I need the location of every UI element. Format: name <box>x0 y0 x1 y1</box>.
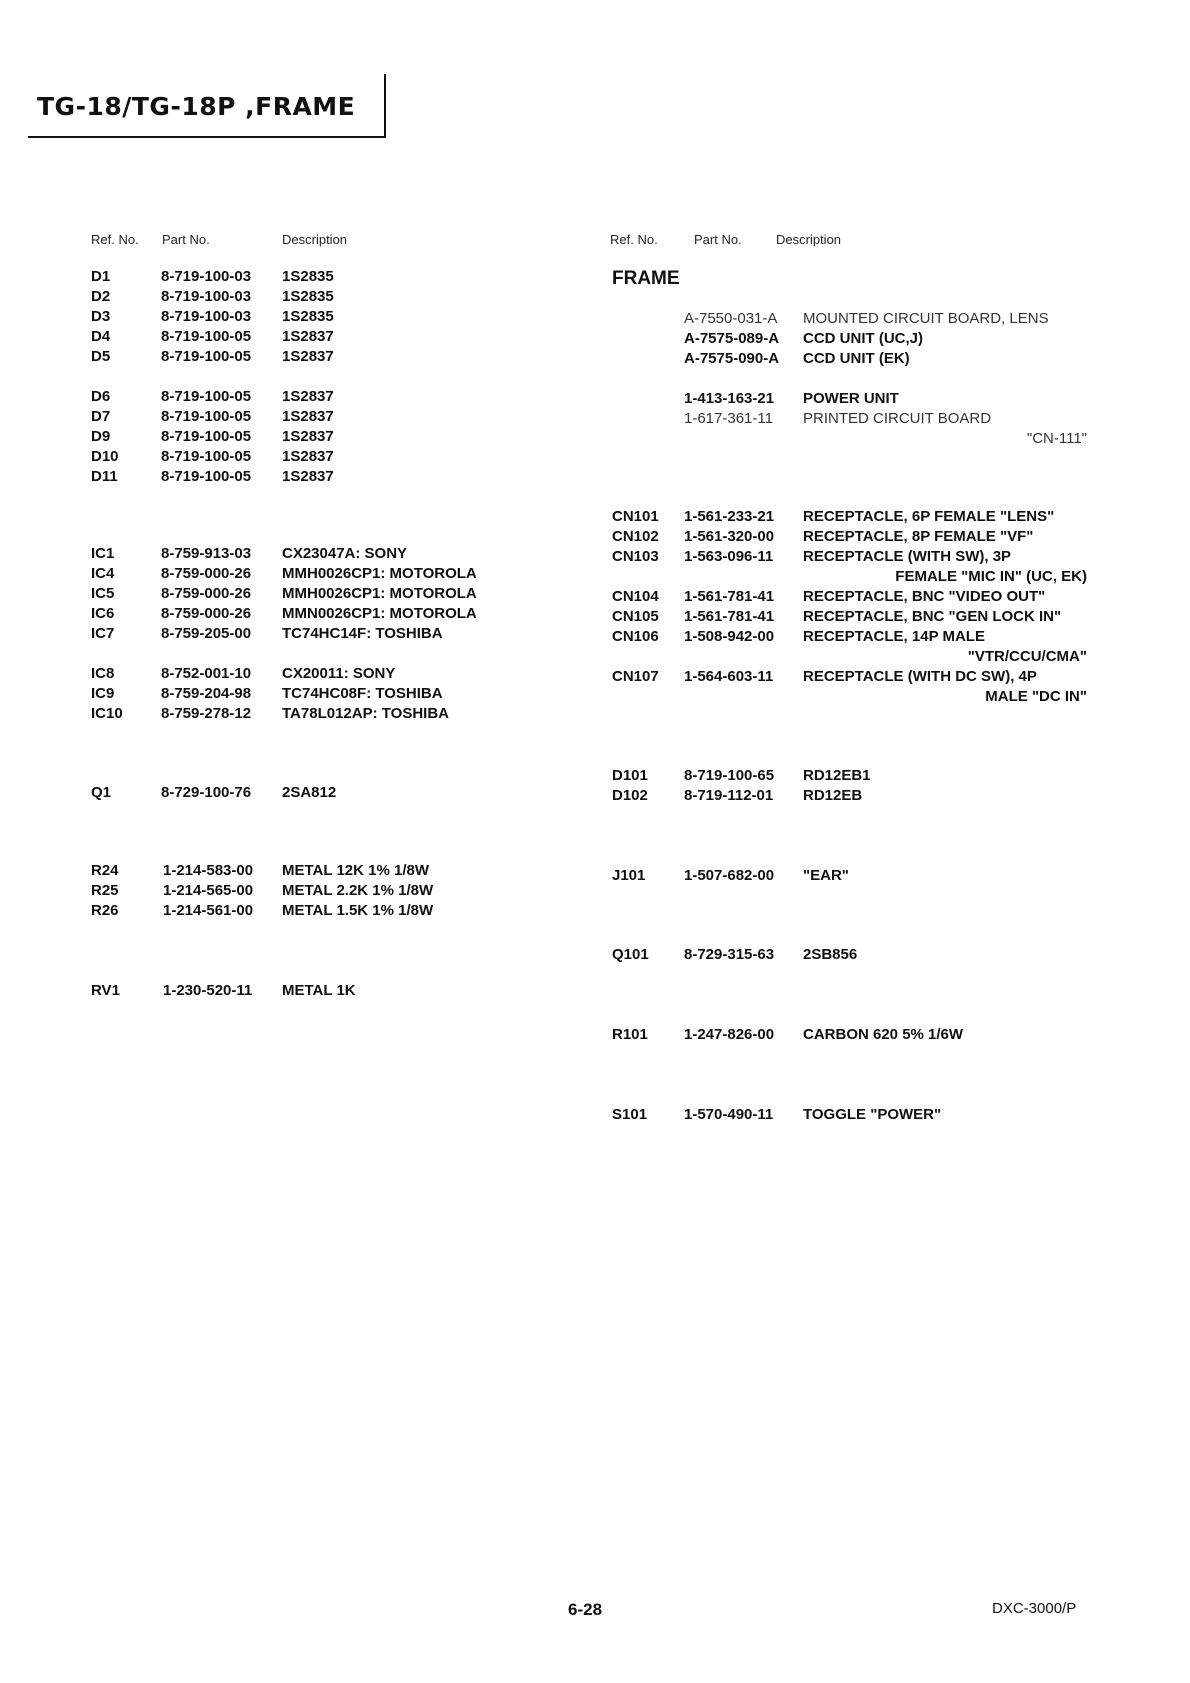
part-no: 1-564-603-11 <box>684 668 774 685</box>
ref-no: CN104 <box>612 588 659 605</box>
description: METAL 1K <box>282 982 356 999</box>
part-no: 1-507-682-00 <box>684 867 775 884</box>
description: POWER UNIT <box>803 390 899 407</box>
ref-no: CN103 <box>612 548 659 565</box>
frame-heading: FRAME <box>612 268 680 289</box>
part-no: 1-413-163-21 <box>684 390 775 407</box>
description-continuation: "CN-111" <box>1026 430 1087 447</box>
ref-no: R25 <box>91 882 119 899</box>
title-underline <box>28 136 386 138</box>
ref-no: CN105 <box>612 608 659 625</box>
ref-no: R26 <box>91 902 119 919</box>
ref-no: CN107 <box>612 668 659 685</box>
description: RECEPTACLE (WITH SW), 3P <box>803 548 1012 565</box>
description: CCD UNIT (EK) <box>803 350 910 367</box>
ref-no: CN106 <box>612 628 659 645</box>
description: RECEPTACLE, BNC "GEN LOCK IN" <box>803 608 1062 625</box>
part-no: 8-759-000-26 <box>161 565 252 582</box>
description: 2SA812 <box>282 784 337 801</box>
description: CX23047A: SONY <box>282 545 408 562</box>
ref-no: D5 <box>91 348 111 365</box>
description: TA78L012AP: TOSHIBA <box>282 705 449 722</box>
part-no: 1-570-490-11 <box>684 1106 774 1123</box>
part-no: 1-214-565-00 <box>163 882 254 899</box>
ref-no: D1 <box>91 268 111 285</box>
ref-no: D11 <box>91 468 118 485</box>
description: TC74HC08F: TOSHIBA <box>282 685 443 702</box>
part-no: 1-214-561-00 <box>163 902 254 919</box>
page-title: TG-18/TG-18P ,FRAME <box>37 92 356 121</box>
ref-no: D6 <box>91 388 111 405</box>
right-header-desc: Description <box>776 232 842 247</box>
right-header-part: Part No. <box>694 232 742 247</box>
part-no: 8-759-000-26 <box>161 605 252 622</box>
description: CCD UNIT (UC,J) <box>803 330 923 347</box>
description: MMH0026CP1: MOTOROLA <box>282 585 477 602</box>
description: MOUNTED CIRCUIT BOARD, LENS <box>803 310 1049 327</box>
part-no: 8-729-315-63 <box>684 946 775 963</box>
part-no: 8-719-100-05 <box>161 428 252 445</box>
part-no: 8-719-100-03 <box>161 308 252 325</box>
part-no: 8-719-100-05 <box>161 448 252 465</box>
description: 1S2837 <box>282 388 334 405</box>
part-no: A-7550-031-A <box>684 310 778 327</box>
description: 1S2837 <box>282 328 334 345</box>
part-no: 8-719-100-05 <box>161 408 252 425</box>
description: 1S2837 <box>282 468 334 485</box>
ref-no: Q1 <box>91 784 112 801</box>
model-number: DXC-3000/P <box>992 1600 1077 1617</box>
description: RD12EB1 <box>803 767 871 784</box>
description: RECEPTACLE, 8P FEMALE "VF" <box>803 528 1034 545</box>
part-no: 1-247-826-00 <box>684 1026 775 1043</box>
description: 1S2837 <box>282 448 334 465</box>
ref-no: IC10 <box>91 705 123 722</box>
description-continuation: MALE "DC IN" <box>985 688 1087 705</box>
description: RECEPTACLE, 6P FEMALE "LENS" <box>803 508 1055 525</box>
part-no: 8-759-205-00 <box>161 625 252 642</box>
part-no: 1-508-942-00 <box>684 628 775 645</box>
description: 1S2835 <box>282 288 334 305</box>
title-divider <box>384 74 386 138</box>
ref-no: S101 <box>612 1106 648 1123</box>
description: METAL 12K 1% 1/8W <box>282 862 429 879</box>
part-no: 1-561-233-21 <box>684 508 775 525</box>
part-no: 8-719-100-05 <box>161 388 252 405</box>
ref-no: IC4 <box>91 565 115 582</box>
ref-no: D4 <box>91 328 111 345</box>
left-header-ref: Ref. No. <box>91 232 139 247</box>
ref-no: Q101 <box>612 946 649 963</box>
description: RECEPTACLE, BNC "VIDEO OUT" <box>803 588 1046 605</box>
part-no: 1-561-781-41 <box>684 608 775 625</box>
description: TOGGLE "POWER" <box>803 1106 942 1123</box>
description: "EAR" <box>803 867 849 884</box>
description: METAL 2.2K 1% 1/8W <box>282 882 434 899</box>
part-no: 1-214-583-00 <box>163 862 254 879</box>
part-no: 8-719-100-65 <box>684 767 775 784</box>
ref-no: D9 <box>91 428 111 445</box>
part-no: 8-759-913-03 <box>161 545 252 562</box>
ref-no: IC1 <box>91 545 115 562</box>
ref-no: D101 <box>612 767 648 784</box>
ref-no: RV1 <box>91 982 120 999</box>
description: CARBON 620 5% 1/6W <box>803 1026 964 1043</box>
part-no: 8-759-204-98 <box>161 685 252 702</box>
part-no: 8-719-100-05 <box>161 328 252 345</box>
ref-no: IC5 <box>91 585 115 602</box>
ref-no: IC8 <box>91 665 115 682</box>
part-no: 8-759-278-12 <box>161 705 252 722</box>
ref-no: IC7 <box>91 625 115 642</box>
part-no: A-7575-089-A <box>684 330 780 347</box>
description: RD12EB <box>803 787 863 804</box>
description: 1S2835 <box>282 308 334 325</box>
ref-no: R24 <box>91 862 119 879</box>
description: 1S2837 <box>282 428 334 445</box>
ref-no: R101 <box>612 1026 648 1043</box>
description: 2SB856 <box>803 946 858 963</box>
part-no: 8-719-112-01 <box>684 787 774 804</box>
page-number: 6-28 <box>568 1600 603 1619</box>
ref-no: D2 <box>91 288 111 305</box>
description: MMN0026CP1: MOTOROLA <box>282 605 477 622</box>
ref-no: J101 <box>612 867 646 884</box>
description: METAL 1.5K 1% 1/8W <box>282 902 434 919</box>
part-no: 8-759-000-26 <box>161 585 252 602</box>
ref-no: D7 <box>91 408 111 425</box>
right-header-ref: Ref. No. <box>610 232 658 247</box>
part-no: 8-719-100-05 <box>161 348 252 365</box>
description: TC74HC14F: TOSHIBA <box>282 625 443 642</box>
description: CX20011: SONY <box>282 665 396 682</box>
description: RECEPTACLE (WITH DC SW), 4P <box>803 668 1037 685</box>
part-no: 8-719-100-03 <box>161 288 252 305</box>
description: RECEPTACLE, 14P MALE <box>803 628 985 645</box>
ref-no: IC6 <box>91 605 115 622</box>
part-no: 1-230-520-11 <box>163 982 253 999</box>
description-continuation: FEMALE "MIC IN" (UC, EK) <box>895 568 1087 585</box>
ref-no: D3 <box>91 308 111 325</box>
left-header-part: Part No. <box>162 232 210 247</box>
part-no: 8-719-100-03 <box>161 268 252 285</box>
part-no: 1-561-781-41 <box>684 588 775 605</box>
ref-no: CN101 <box>612 508 659 525</box>
ref-no: CN102 <box>612 528 659 545</box>
ref-no: D10 <box>91 448 119 465</box>
left-header-desc: Description <box>282 232 348 247</box>
description: MMH0026CP1: MOTOROLA <box>282 565 477 582</box>
description: 1S2837 <box>282 408 334 425</box>
part-no: 1-561-320-00 <box>684 528 775 545</box>
ref-no: IC9 <box>91 685 115 702</box>
part-no: 8-719-100-05 <box>161 468 252 485</box>
part-no: 8-752-001-10 <box>161 665 252 682</box>
description: 1S2837 <box>282 348 334 365</box>
description-continuation: "VTR/CCU/CMA" <box>967 648 1087 665</box>
part-no: 1-617-361-11 <box>684 410 773 427</box>
description: 1S2835 <box>282 268 334 285</box>
ref-no: D102 <box>612 787 648 804</box>
part-no: A-7575-090-A <box>684 350 780 367</box>
part-no: 1-563-096-11 <box>684 548 774 565</box>
part-no: 8-729-100-76 <box>161 784 252 801</box>
description: PRINTED CIRCUIT BOARD <box>803 410 992 427</box>
